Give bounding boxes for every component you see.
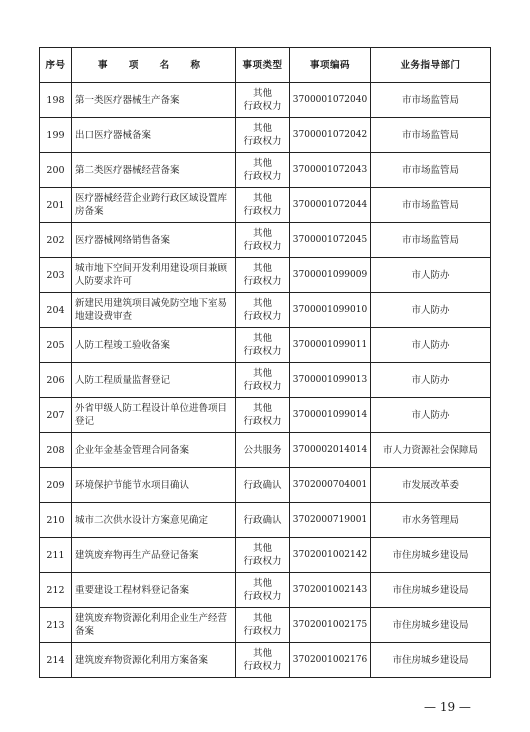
cell-code: 3700001099009 — [290, 258, 371, 293]
cell-type: 其他 行政权力 — [236, 608, 290, 643]
cell-code: 3700001072042 — [290, 118, 371, 153]
cell-name: 城市二次供水设计方案意见确定 — [72, 503, 236, 538]
cell-seq: 207 — [40, 398, 72, 433]
header-seq: 序号 — [40, 48, 72, 83]
cell-seq: 210 — [40, 503, 72, 538]
cell-type: 其他 行政权力 — [236, 573, 290, 608]
table-row — [40, 573, 491, 608]
cell-code: 3702001002176 — [290, 643, 371, 678]
cell-dept: 市住房城乡建设局 — [371, 573, 491, 608]
table-row — [40, 538, 491, 573]
cell-code: 3702001002175 — [290, 608, 371, 643]
cell-name: 医疗器械经营企业跨行政区域设置库房备案 — [72, 188, 236, 223]
cell-name: 外省甲级人防工程设计单位进鲁项目登记 — [72, 398, 236, 433]
table-row — [40, 468, 491, 503]
cell-seq: 199 — [40, 118, 72, 153]
cell-name: 出口医疗器械备案 — [72, 118, 236, 153]
cell-name: 新建民用建筑项目减免防空地下室易地建设费审查 — [72, 293, 236, 328]
cell-type: 其他 行政权力 — [236, 398, 290, 433]
cell-name: 重要建设工程材料登记备案 — [72, 573, 236, 608]
cell-dept: 市市场监管局 — [371, 223, 491, 258]
cell-name: 人防工程竣工验收备案 — [72, 328, 236, 363]
cell-dept: 市住房城乡建设局 — [371, 538, 491, 573]
cell-seq: 213 — [40, 608, 72, 643]
cell-seq: 209 — [40, 468, 72, 503]
table-row — [40, 258, 491, 293]
cell-seq: 203 — [40, 258, 72, 293]
cell-dept: 市市场监管局 — [371, 153, 491, 188]
cell-dept: 市人防办 — [371, 258, 491, 293]
table-row — [40, 83, 491, 118]
cell-type: 其他 行政权力 — [236, 643, 290, 678]
cell-code: 3702001002142 — [290, 538, 371, 573]
cell-seq: 205 — [40, 328, 72, 363]
table-row — [40, 328, 491, 363]
cell-seq: 206 — [40, 363, 72, 398]
cell-dept: 市住房城乡建设局 — [371, 643, 491, 678]
cell-type: 其他 行政权力 — [236, 538, 290, 573]
cell-type: 行政确认 — [236, 503, 290, 538]
cell-type: 公共服务 — [236, 433, 290, 468]
table-row — [40, 188, 491, 223]
table-row — [40, 643, 491, 678]
header-dept: 业务指导部门 — [371, 48, 491, 83]
header-type: 事项类型 — [236, 48, 290, 83]
cell-name: 企业年金基金管理合同备案 — [72, 433, 236, 468]
header-name-label: 事 项 名 称 — [98, 59, 209, 71]
cell-dept: 市水务管理局 — [371, 503, 491, 538]
cell-code: 3700001099013 — [290, 363, 371, 398]
cell-name: 建筑废弃物再生产品登记备案 — [72, 538, 236, 573]
cell-type: 行政确认 — [236, 468, 290, 503]
cell-code: 3700001099011 — [290, 328, 371, 363]
table-row — [40, 363, 491, 398]
cell-code: 3700001099014 — [290, 398, 371, 433]
cell-code: 3700001072045 — [290, 223, 371, 258]
items-table — [39, 47, 491, 678]
cell-code: 3700002014014 — [290, 433, 371, 468]
cell-type: 其他 行政权力 — [236, 293, 290, 328]
cell-code: 3700001099010 — [290, 293, 371, 328]
cell-seq: 211 — [40, 538, 72, 573]
cell-type: 其他 行政权力 — [236, 118, 290, 153]
cell-seq: 214 — [40, 643, 72, 678]
page-number: — 19 — — [424, 700, 471, 714]
cell-name: 环境保护节能节水项目确认 — [72, 468, 236, 503]
table-row — [40, 398, 491, 433]
cell-type: 其他 行政权力 — [236, 223, 290, 258]
cell-dept: 市市场监管局 — [371, 188, 491, 223]
cell-name: 人防工程质量监督登记 — [72, 363, 236, 398]
cell-name: 第一类医疗器械生产备案 — [72, 83, 236, 118]
cell-code: 3702000719001 — [290, 503, 371, 538]
cell-seq: 208 — [40, 433, 72, 468]
cell-seq: 201 — [40, 188, 72, 223]
table-row — [40, 223, 491, 258]
cell-dept: 市人防办 — [371, 328, 491, 363]
table-body — [40, 83, 491, 678]
cell-type: 其他 行政权力 — [236, 153, 290, 188]
table-header-row — [40, 48, 491, 83]
cell-code: 3702001002143 — [290, 573, 371, 608]
cell-seq: 200 — [40, 153, 72, 188]
header-name — [72, 48, 236, 83]
cell-name: 第二类医疗器械经营备案 — [72, 153, 236, 188]
cell-dept: 市发展改革委 — [371, 468, 491, 503]
cell-seq: 212 — [40, 573, 72, 608]
cell-type: 其他 行政权力 — [236, 258, 290, 293]
cell-seq: 202 — [40, 223, 72, 258]
cell-dept: 市人力资源社会保障局 — [371, 433, 491, 468]
cell-dept: 市市场监管局 — [371, 118, 491, 153]
cell-dept: 市人防办 — [371, 398, 491, 433]
cell-code: 3700001072040 — [290, 83, 371, 118]
table-row — [40, 433, 491, 468]
cell-name: 医疗器械网络销售备案 — [72, 223, 236, 258]
cell-name: 建筑废弃物资源化利用方案备案 — [72, 643, 236, 678]
cell-type: 其他 行政权力 — [236, 363, 290, 398]
table-row — [40, 118, 491, 153]
cell-type: 其他 行政权力 — [236, 328, 290, 363]
cell-type: 其他 行政权力 — [236, 188, 290, 223]
cell-code: 3700001072044 — [290, 188, 371, 223]
cell-code: 3702000704001 — [290, 468, 371, 503]
cell-dept: 市人防办 — [371, 293, 491, 328]
cell-seq: 198 — [40, 83, 72, 118]
cell-dept: 市人防办 — [371, 363, 491, 398]
cell-type: 其他 行政权力 — [236, 83, 290, 118]
table-row — [40, 503, 491, 538]
cell-name: 城市地下空间开发利用建设项目兼顾人防要求许可 — [72, 258, 236, 293]
cell-seq: 204 — [40, 293, 72, 328]
table-row — [40, 608, 491, 643]
header-code: 事项编码 — [290, 48, 371, 83]
cell-code: 3700001072043 — [290, 153, 371, 188]
cell-name: 建筑废弃物资源化利用企业生产经营备案 — [72, 608, 236, 643]
table-row — [40, 153, 491, 188]
cell-dept: 市住房城乡建设局 — [371, 608, 491, 643]
cell-dept: 市市场监管局 — [371, 83, 491, 118]
table-row — [40, 293, 491, 328]
